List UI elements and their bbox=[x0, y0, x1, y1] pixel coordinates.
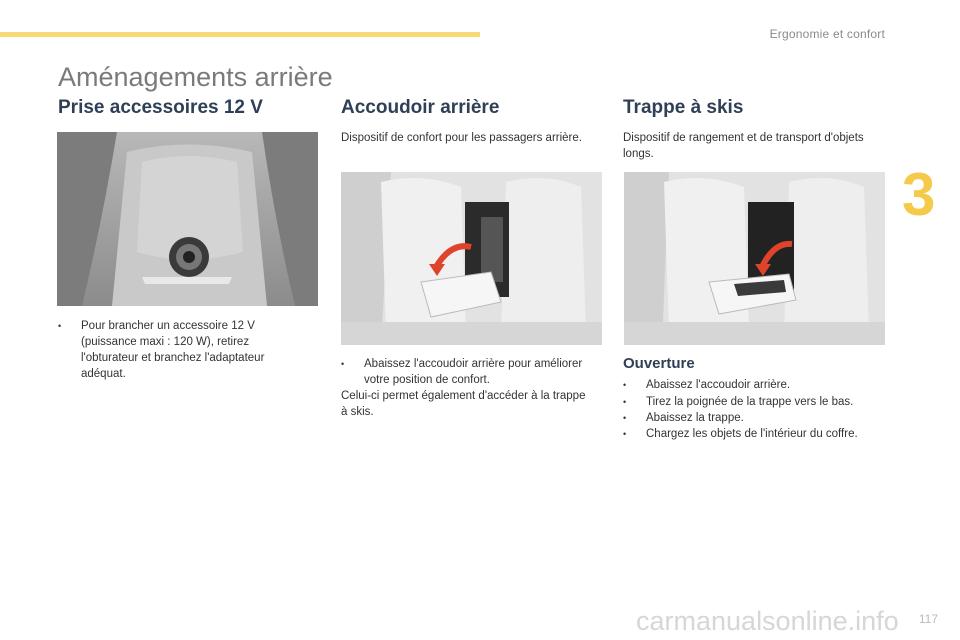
chapter-number: 3 bbox=[902, 161, 936, 228]
heading-ski-hatch: Trappe à skis bbox=[623, 97, 744, 118]
bullet-marker: • bbox=[58, 321, 62, 331]
photo-ski-hatch bbox=[624, 172, 885, 345]
photo-armrest bbox=[341, 172, 602, 345]
socket-illustration bbox=[57, 132, 318, 306]
step-text: Tirez la poignée de la trappe vers le bas. bbox=[646, 396, 854, 408]
section-name: Ergonomie et confort bbox=[769, 27, 885, 41]
list-item bbox=[623, 426, 893, 442]
step-text: Abaissez l'accoudoir arrière. bbox=[646, 379, 791, 391]
photo-12v-socket bbox=[57, 132, 318, 306]
accent-bar bbox=[0, 32, 480, 37]
bullet-marker: • bbox=[623, 413, 627, 423]
bullet-marker: • bbox=[623, 429, 627, 439]
list-item bbox=[623, 410, 893, 426]
list-item bbox=[623, 377, 893, 393]
bullet-text: Pour brancher un accessoire 12 V (puissance maxi : 120 W), retirez l'obturateur et branchez l'adaptateur adéquat. bbox=[81, 320, 265, 380]
list-item bbox=[623, 394, 893, 410]
armrest-intro: Dispositif de confort pour les passagers arrière. bbox=[341, 132, 582, 144]
page-title: Aménagements arrière bbox=[58, 62, 333, 92]
watermark: carmanualsonline.info bbox=[636, 606, 899, 636]
heading-opening: Ouverture bbox=[623, 355, 695, 372]
bullet-text: Abaissez l'accoudoir arrière pour améliorer votre position de confort. bbox=[364, 358, 583, 386]
ski-hatch-illustration bbox=[624, 172, 885, 345]
page-number: 117 bbox=[918, 612, 938, 626]
bullet-marker: • bbox=[623, 380, 627, 390]
step-text: Abaissez la trappe. bbox=[646, 412, 744, 424]
armrest-note: Celui-ci permet également d'accéder à la trappe à skis. bbox=[341, 390, 586, 418]
heading-armrest: Accoudoir arrière bbox=[341, 97, 500, 118]
ski-hatch-intro: Dispositif de rangement et de transport d'objets longs. bbox=[623, 132, 864, 160]
bullet-power-outlet bbox=[58, 318, 298, 382]
bullet-armrest bbox=[341, 356, 606, 388]
step-text: Chargez les objets de l'intérieur du coffre. bbox=[646, 428, 858, 440]
bullet-marker: • bbox=[623, 397, 627, 407]
heading-power-outlet: Prise accessoires 12 V bbox=[58, 97, 263, 118]
bullet-marker: • bbox=[341, 359, 345, 369]
armrest-illustration bbox=[341, 172, 602, 345]
